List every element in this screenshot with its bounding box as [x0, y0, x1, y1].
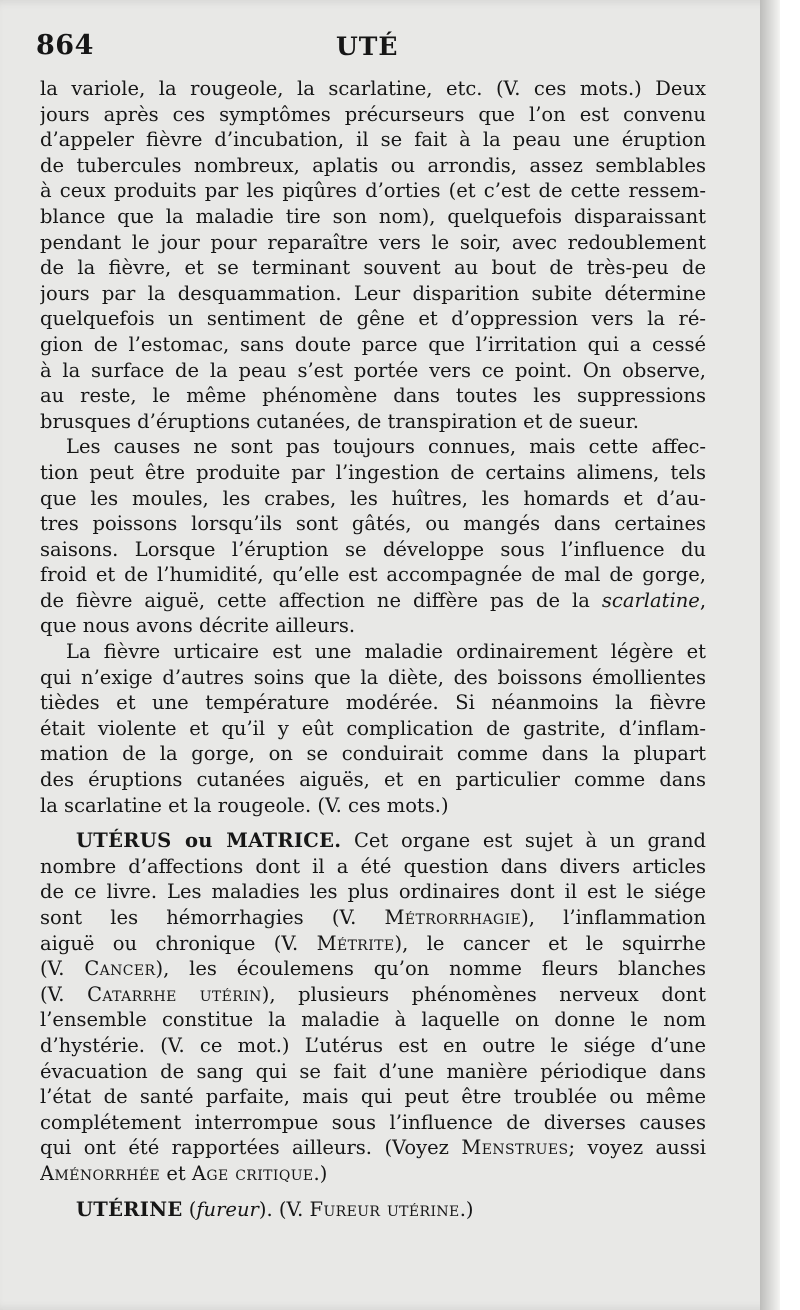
- text-line: évacuation de sang qui se fait d’une manière périodique dans: [40, 1059, 706, 1083]
- text-line: au reste, le même phénomène dans toutes les suppressions: [40, 384, 706, 408]
- punctuation: (: [188, 1197, 197, 1221]
- text-line: [40, 1161, 706, 1187]
- text-line: complétement interrompue sous l’influence de diverses causes: [40, 1110, 706, 1134]
- text-segment: ), plusieurs phénomènes nerveux dont: [261, 982, 706, 1006]
- text-line: [40, 588, 706, 614]
- cross-reference: Menstrues: [461, 1136, 569, 1160]
- text-line: tièdes et une température modérée. Si néanmoins la fièvre: [40, 691, 706, 715]
- text-line: jours après ces symptômes précurseurs que l’on est convenu: [40, 102, 706, 126]
- text-line: [40, 905, 706, 931]
- entry-gap: [40, 1187, 706, 1197]
- cross-reference: Métrorrhagie: [384, 906, 522, 929]
- entry-headword: UTÉRINE: [76, 1197, 183, 1221]
- text-line: blance que la maladie tire son nom), quelquefois disparaissant: [40, 204, 706, 228]
- text-line: quelquefois un sentiment de gêne et d’oppression vers la ré-: [40, 307, 706, 331]
- page-edge-shadow: [760, 0, 780, 1310]
- italic-term: scarlatine: [601, 588, 700, 612]
- text-segment: ), le cancer et le squirrhe: [394, 931, 706, 955]
- text-line: [40, 1197, 706, 1223]
- text-line: à la surface de la peau s’est portée vers ce point. On observe,: [40, 358, 706, 382]
- text-line: que les moules, les crabes, les huîtres, les homards et d’au-: [40, 486, 706, 510]
- text-line: tres poissons lorsqu’ils sont gâtés, ou mangés dans certaines: [40, 512, 706, 536]
- text-line: qui n’exige d’autres soins que la diète, des boissons émollientes: [40, 665, 706, 689]
- text-line: La fièvre urticaire est une maladie ordinairement légère et: [66, 640, 706, 664]
- text-line: gion de l’estomac, sans doute parce que l’irritation qui a cessé: [40, 332, 706, 356]
- text-line: froid et de l’humidité, qu’elle est accompagnée de mal de gorge,: [40, 563, 706, 587]
- text-segment: de fièvre aiguë, cette affection ne diffère pas de la: [40, 588, 590, 612]
- cross-reference: Cancer: [84, 957, 156, 981]
- text-segment: (V.: [40, 982, 65, 1006]
- text-segment: ; voyez aussi: [568, 1136, 706, 1160]
- cross-reference: Catarrhe utérin: [87, 982, 262, 1006]
- entry-headword: UTÉRUS ou MATRICE.: [76, 829, 342, 853]
- text-line: pendant le jour pour reparaître vers le soir, avec redoublement: [40, 230, 706, 254]
- punctuation: ).: [258, 1197, 273, 1221]
- text-line: de ce livre. Les maladies les plus ordinaires dont il est le siége: [40, 880, 706, 904]
- entry-gap: [40, 818, 706, 828]
- text-line: [40, 982, 706, 1008]
- text-line: était violente et qu’il y eût complication de gastrite, d’inflam-: [40, 716, 706, 740]
- cross-reference: Age critique: [191, 1161, 314, 1185]
- text-line: la variole, la rougeole, la scarlatine, etc. (V. ces mots.) Deux: [40, 77, 706, 100]
- text-segment: et: [166, 1161, 186, 1185]
- text-segment: Cet organe est sujet à un grand: [354, 829, 706, 853]
- text-line: Les causes ne sont pas toujours connues, mais cette affec-: [66, 435, 706, 459]
- paragraph: [40, 434, 706, 639]
- dictionary-entry-uterus: [40, 828, 706, 1186]
- paragraph: [40, 76, 706, 434]
- italic-term: fureur: [196, 1197, 259, 1221]
- text-segment: (V.: [278, 1197, 304, 1221]
- text-line: saisons. Lorsque l’éruption se développe sous l’influence du: [40, 537, 706, 561]
- text-line: tion peut être produite par l’ingestion de certains alimens, tels: [40, 460, 706, 484]
- cross-reference: Aménorrhée: [40, 1161, 161, 1185]
- text-line: que nous avons décrite ailleurs.: [40, 614, 356, 638]
- text-line: l’état de santé parfaite, mais qui peut être troublée ou même: [40, 1085, 706, 1109]
- text-line: d’appeler fièvre d’incubation, il se fait à la peau une éruption: [40, 128, 706, 152]
- text-segment: sont les hémorrhagies (V.: [40, 906, 357, 929]
- text-segment: ), les écoulemens qu’on nomme fleurs blanches: [155, 957, 706, 981]
- text-segment: qui ont été rapportées ailleurs. (Voyez: [40, 1136, 449, 1160]
- text-segment: ), l’inflammation: [521, 906, 706, 929]
- text-line: de tubercules nombreux, aplatis ou arrondis, assez semblables: [40, 153, 706, 177]
- text-line: [40, 828, 706, 854]
- text-line: des éruptions cutanées aiguës, et en particulier comme dans: [40, 768, 706, 792]
- text-line: d’hystérie. (V. ce mot.) L’utérus est en outre le siége d’une: [40, 1033, 706, 1057]
- running-head-word: UTÉ: [336, 32, 399, 61]
- text-segment: .): [313, 1161, 328, 1185]
- text-line: [40, 1135, 706, 1161]
- text-line: jours par la desquammation. Leur disparition subite détermine: [40, 281, 706, 305]
- text-line: brusques d’éruptions cutanées, de transpiration et de sueur.: [40, 409, 639, 433]
- paragraph: [40, 639, 706, 818]
- cross-reference: Métrite: [316, 931, 395, 955]
- punctuation: .): [459, 1197, 474, 1221]
- text-line: l’ensemble constitue la maladie à laquelle on donne le nom: [40, 1008, 706, 1032]
- text-line: de la fièvre, et se terminant souvent au bout de très-peu de: [40, 256, 706, 280]
- text-segment: (V.: [40, 957, 65, 981]
- cross-reference: Fureur utérine: [309, 1197, 460, 1221]
- text-line: à ceux produits par les piqûres d’orties (et c’est de cette ressem-: [40, 179, 706, 203]
- page-number: 864: [36, 30, 94, 61]
- running-head: [36, 30, 716, 70]
- text-line: mation de la gorge, on se conduirait comme dans la plupart: [40, 742, 706, 766]
- dictionary-entry-uterine: [40, 1197, 706, 1223]
- text-line: [40, 931, 706, 957]
- text-line: [40, 956, 706, 982]
- punctuation: ,: [699, 588, 706, 612]
- text-line: nombre d’affections dont il a été question dans divers articles: [40, 854, 706, 878]
- body-text: [40, 76, 706, 1222]
- text-line: la scarlatine et la rougeole. (V. ces mots.): [40, 793, 449, 817]
- text-segment: aiguë ou chronique (V.: [40, 931, 299, 955]
